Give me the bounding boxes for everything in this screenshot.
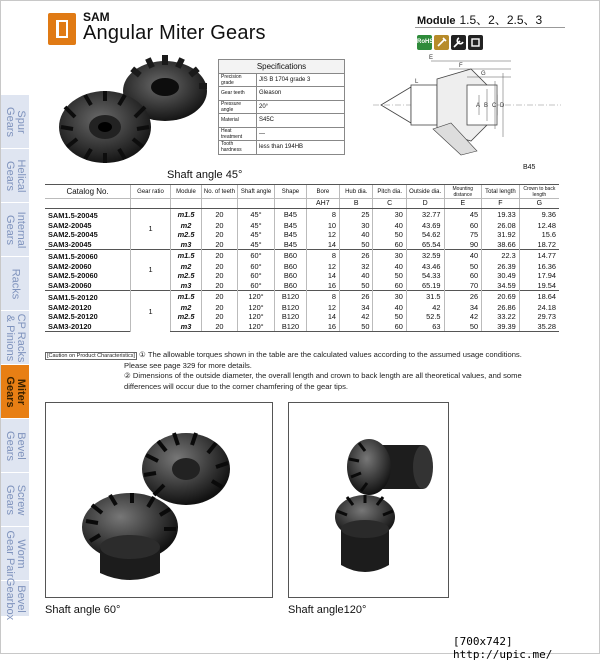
photo-box-60	[45, 402, 273, 598]
spec-title: Specifications	[219, 60, 345, 74]
table-cell: 12	[306, 230, 339, 240]
table-cell: SAM3-20120	[45, 322, 131, 332]
table-cell: 75	[444, 230, 482, 240]
table-cell: 40	[444, 250, 482, 262]
module-range: Module 1.5、2、2.5、3	[417, 13, 543, 27]
table-cell: m3	[170, 240, 201, 250]
table-cell: 20	[202, 230, 238, 240]
table-cell: B60	[275, 262, 306, 272]
table-cell: 34	[340, 303, 373, 313]
table-cell: 26	[340, 250, 373, 262]
table-cell: 8	[306, 250, 339, 262]
table-cell: 18.64	[519, 291, 559, 303]
table-cell: 16.36	[519, 262, 559, 272]
table-cell: SAM3-20060	[48, 280, 92, 290]
table-cell: 20.69	[482, 291, 520, 303]
table-cell: 63	[406, 322, 444, 332]
table-cell: 50	[340, 322, 373, 332]
table-cell: 30	[373, 209, 406, 221]
table-cell: SAM2.5-20120	[48, 312, 98, 321]
svg-text:B: B	[484, 103, 489, 109]
table-group-120	[45, 291, 559, 332]
svg-text:A: A	[476, 103, 481, 109]
table-cell: 20	[202, 291, 238, 303]
table-cell: SAM2-20060	[48, 261, 92, 271]
table-cell: 120°	[237, 312, 275, 322]
spec-row: Material S45C	[219, 114, 345, 128]
spec-row: Tooth hardness less than 194HB	[219, 141, 345, 155]
table-cell: 12	[306, 262, 339, 272]
table-cell: m1.5	[170, 209, 201, 221]
table-row	[45, 281, 559, 291]
tab-miter-gears[interactable]: Miter Gears	[1, 364, 29, 418]
tab-internal-gears[interactable]: Internal Gears	[1, 202, 29, 256]
gear-ratio-cell: 1	[131, 209, 171, 250]
table-cell: 31.5	[406, 291, 444, 303]
table-cell: 17.94	[519, 271, 559, 281]
table-cell: 50	[340, 281, 373, 291]
table-cell: 60°	[237, 281, 275, 291]
watermark-text: [700x742] http://upic.me/	[453, 635, 553, 661]
table-cell: 45°	[237, 240, 275, 250]
page-title: Angular Miter Gears	[83, 22, 266, 44]
square-icon	[468, 35, 483, 50]
table-cell: m1.5	[170, 291, 201, 303]
table-cell: 20	[202, 240, 238, 250]
table-cell: SAM1.5-20120	[45, 291, 131, 303]
table-cell: 42	[444, 312, 482, 322]
table-cell: 38.66	[482, 240, 520, 250]
table-cell: 30	[373, 250, 406, 262]
series-label: SAM	[83, 10, 110, 24]
table-cell: 50	[340, 240, 373, 250]
table-cell: SAM1.5-20045	[45, 209, 131, 221]
table-cell: 20	[202, 322, 238, 332]
table-cell: 14	[306, 240, 339, 250]
table-cell: 19.33	[482, 209, 520, 221]
caption-shaft-angle-60: Shaft angle 60°	[45, 604, 121, 616]
table-cell: 30.49	[482, 271, 520, 281]
table-cell: SAM2-20045	[48, 220, 92, 230]
table-cell: B45	[275, 209, 306, 221]
table-cell: SAM1.5-20060	[45, 250, 131, 262]
table-cell: 18.72	[519, 240, 559, 250]
table-cell: 70	[444, 281, 482, 291]
table-cell: 25	[340, 209, 373, 221]
spec-row: Precision grade JIS B 1704 grade 3	[219, 73, 345, 87]
table-cell: 50	[444, 262, 482, 272]
table-cell: 32.77	[406, 209, 444, 221]
table-cell: 26	[340, 291, 373, 303]
photo-box-120	[288, 402, 449, 598]
table-cell: 20	[202, 221, 238, 231]
table-cell: 29.73	[519, 312, 559, 322]
table-cell: SAM2-20120	[48, 302, 92, 312]
table-cell: 42	[340, 312, 373, 322]
table-cell: B120	[275, 312, 306, 322]
drawing-label: B45	[523, 164, 536, 171]
table-cell: 60	[444, 271, 482, 281]
table-row	[45, 312, 559, 322]
specifications-table	[218, 59, 345, 155]
table-cell: 60°	[237, 271, 275, 281]
table-cell: m2	[170, 262, 201, 272]
table-cell: 34.59	[482, 281, 520, 291]
table-group-45	[45, 209, 559, 250]
table-cell: 40	[340, 230, 373, 240]
category-tabs	[1, 94, 29, 620]
table-cell: B45	[275, 230, 306, 240]
table-cell: 54.33	[406, 271, 444, 281]
caption-shaft-angle-120: Shaft angle120°	[288, 604, 367, 616]
table-cell: 50	[444, 322, 482, 332]
table-cell: 60°	[237, 262, 275, 272]
table-cell: 14	[306, 271, 339, 281]
table-cell: 14.77	[519, 250, 559, 262]
table-cell: m3	[170, 281, 201, 291]
table-cell: 43.46	[406, 262, 444, 272]
table-cell: 40	[373, 262, 406, 272]
table-cell: 54.62	[406, 230, 444, 240]
table-cell: 39.39	[482, 322, 520, 332]
table-row	[45, 209, 559, 221]
svg-text:L: L	[415, 79, 419, 85]
table-cell: 9.36	[519, 209, 559, 221]
table-cell: 14	[306, 312, 339, 322]
table-cell: 12.48	[519, 221, 559, 231]
table-cell: 60	[373, 281, 406, 291]
table-cell: m2.5	[170, 230, 201, 240]
tab-worm-gear-pair[interactable]: Worm Gear Pair	[1, 526, 29, 580]
gear-ratio-cell: 1	[131, 291, 171, 332]
table-row	[45, 322, 559, 332]
table-cell: 26	[444, 291, 482, 303]
tab-bevel-gears[interactable]: Bevel Gears	[1, 418, 29, 472]
table-cell: 45°	[237, 221, 275, 231]
table-cell: 20	[202, 262, 238, 272]
table-group-60	[45, 250, 559, 291]
table-cell: B120	[275, 303, 306, 313]
tool-icon	[434, 35, 449, 50]
spec-row: Heat treatment —	[219, 127, 345, 141]
table-cell: 20	[202, 312, 238, 322]
table-cell: 50	[373, 230, 406, 240]
tab-helical-gears[interactable]: Helical Gears	[1, 148, 29, 202]
table-cell: B120	[275, 322, 306, 332]
table-cell: 20	[202, 250, 238, 262]
table-cell: 10	[306, 221, 339, 231]
table-cell: 34	[444, 303, 482, 313]
table-cell: B45	[275, 240, 306, 250]
table-cell: 60	[444, 221, 482, 231]
table-cell: 26.08	[482, 221, 520, 231]
table-cell: SAM2.5-20045	[48, 230, 98, 239]
table-cell: 40	[373, 221, 406, 231]
table-cell: 50	[373, 271, 406, 281]
table-cell: 19.54	[519, 281, 559, 291]
table-cell: 60	[373, 322, 406, 332]
table-row	[45, 271, 559, 281]
table-subheader-row: AH7 B C D E F G	[45, 199, 559, 209]
table-cell: 52.5	[406, 312, 444, 322]
table-cell: 65.54	[406, 240, 444, 250]
spec-row: Gear teeth Gleason	[219, 87, 345, 101]
table-cell: SAM3-20045	[48, 239, 92, 249]
table-cell: 26.39	[482, 262, 520, 272]
table-cell: 42	[406, 303, 444, 313]
table-cell: 31.92	[482, 230, 520, 240]
table-cell: 45	[444, 209, 482, 221]
table-cell: 35.28	[519, 322, 559, 332]
rohs-icon: RoHS	[417, 35, 432, 50]
caution-notes: [Caution on Product Characteristics] ① The allowable torques shown in the table are the calculated values according to the assumed usage conditions. Please see page 329 for more details. ② Dimensions of the outside diameter, the overall length and crown to back length are all theoretical values, and some differences will occur due to the corner chamfering of the gear tips.	[47, 350, 522, 391]
table-cell: 45°	[237, 230, 275, 240]
table-row	[45, 221, 559, 231]
table-cell: 50	[373, 312, 406, 322]
table-cell: 32.59	[406, 250, 444, 262]
table-cell: 120°	[237, 291, 275, 303]
tab-bevel-gearbox[interactable]: Bevel Gearbox	[1, 580, 29, 616]
table-cell: 43.69	[406, 221, 444, 231]
table-cell: 40	[373, 303, 406, 313]
table-cell: 8	[306, 209, 339, 221]
table-row	[45, 230, 559, 240]
table-row	[45, 303, 559, 313]
table-cell: 60°	[237, 250, 275, 262]
header-divider	[415, 27, 565, 28]
svg-text:E: E	[429, 55, 434, 61]
table-cell: 15.6	[519, 230, 559, 240]
table-cell: 16	[306, 281, 339, 291]
table-cell: 30	[373, 291, 406, 303]
table-cell: 20	[202, 209, 238, 221]
spec-row: Pressure angle 20°	[219, 100, 345, 114]
table-cell: 32	[340, 262, 373, 272]
svg-text:F: F	[459, 63, 463, 69]
table-row	[45, 240, 559, 250]
table-cell: 90	[444, 240, 482, 250]
table-cell: 16	[306, 322, 339, 332]
gear-photo-45	[53, 57, 213, 177]
category-icon	[48, 13, 76, 45]
table-cell: 60	[373, 240, 406, 250]
table-cell: m3	[170, 322, 201, 332]
table-cell: m2	[170, 303, 201, 313]
table-cell: 30	[340, 221, 373, 231]
dimension-drawing	[371, 55, 566, 180]
table-cell: m1.5	[170, 250, 201, 262]
svg-text:C: C	[492, 103, 497, 109]
tab-screw-gears[interactable]: Screw Gears	[1, 472, 29, 526]
table-row	[45, 262, 559, 272]
table-cell: 33.22	[482, 312, 520, 322]
table-header-row: Catalog No. Gear ratio Module No. of teeth Shaft angle Shape Bore Hub dia. Pitch dia. Outside dia. Mounting distance Total length Crown to back length	[45, 185, 559, 199]
table-cell: 8	[306, 291, 339, 303]
table-cell: 45°	[237, 209, 275, 221]
table-cell: 26.86	[482, 303, 520, 313]
svg-text:G: G	[481, 71, 486, 77]
table-cell: m2.5	[170, 312, 201, 322]
table-cell: B60	[275, 281, 306, 291]
table-cell: 20	[202, 281, 238, 291]
tab-spur-gears[interactable]: Spur Gears	[1, 94, 29, 148]
catalog-table	[45, 184, 559, 332]
table-cell: 20	[202, 271, 238, 281]
table-cell: 22.3	[482, 250, 520, 262]
caption-shaft-angle-45: Shaft angle 45°	[167, 169, 243, 181]
table-cell: B60	[275, 250, 306, 262]
tab-cp-racks-pinions[interactable]: CP Racks & Pinions	[1, 310, 29, 364]
table-cell: B60	[275, 271, 306, 281]
table-cell: m2	[170, 221, 201, 231]
tab-racks[interactable]: Racks	[1, 256, 29, 310]
gear-ratio-cell: 1	[131, 250, 171, 291]
table-cell: 120°	[237, 322, 275, 332]
table-cell: B45	[275, 221, 306, 231]
table-cell: B120	[275, 291, 306, 303]
table-cell: 20	[202, 303, 238, 313]
table-row	[45, 291, 559, 303]
svg-text:D: D	[500, 103, 505, 109]
table-cell: m2.5	[170, 271, 201, 281]
table-cell: SAM2.5-20060	[48, 271, 98, 280]
table-cell: 24.18	[519, 303, 559, 313]
wrench-icon	[451, 35, 466, 50]
table-cell: 12	[306, 303, 339, 313]
table-cell: 120°	[237, 303, 275, 313]
table-cell: 40	[340, 271, 373, 281]
table-cell: 65.19	[406, 281, 444, 291]
table-row	[45, 250, 559, 262]
